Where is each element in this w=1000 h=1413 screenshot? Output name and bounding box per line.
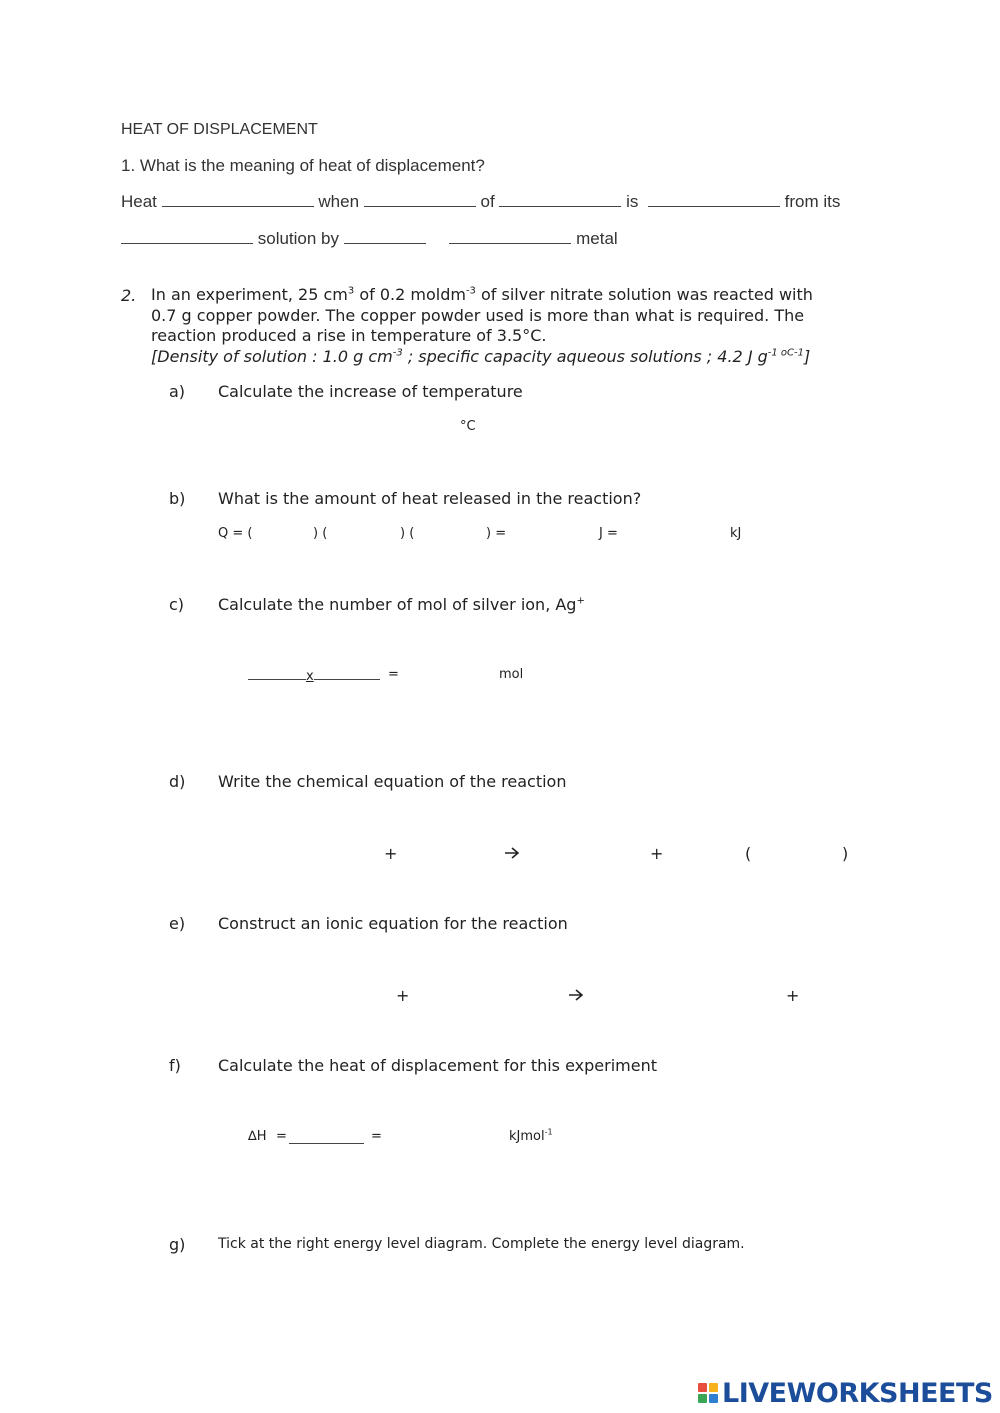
part-e-arrow-icon (568, 988, 584, 1007)
q1-blank-2[interactable] (364, 192, 476, 207)
part-b-question: What is the amount of heat released in the reaction? (218, 489, 642, 508)
part-c-charge: + (576, 595, 585, 607)
part-e-plus-2: + (786, 986, 800, 1005)
q2-data-line (151, 347, 813, 368)
q2-line-2: 0.7 g copper powder. The copper powder used is more than what is required. The (151, 305, 805, 325)
logo-square-green (698, 1394, 707, 1403)
part-c-times: x (306, 669, 314, 684)
q2-data-a: [Density of solution : 1.0 g cm (151, 346, 393, 366)
part-d-paren-open: ( (745, 844, 752, 863)
part-a-label: a) (169, 382, 186, 401)
q2-data-c: ] (804, 346, 811, 366)
part-d-question: Write the chemical equation of the reaction (218, 772, 567, 791)
part-b-paren-close: ) = (486, 526, 507, 541)
q2-line-1a: In an experiment, 25 cm (151, 285, 348, 304)
part-a-question: Calculate the increase of temperature (218, 382, 523, 401)
part-f-question: Calculate the heat of displacement for this experiment (218, 1056, 657, 1075)
part-c-equals: = (388, 667, 399, 682)
q1-blank-5[interactable] (121, 229, 253, 244)
part-d-paren-close: ) (842, 844, 849, 863)
part-f-unit (509, 1129, 553, 1144)
q1-blank-1[interactable] (162, 192, 314, 207)
part-b-label: b) (169, 489, 186, 508)
q2-data-sup-b: -1 oC-1 (767, 347, 805, 359)
part-b-paren-2: ) ( (313, 526, 328, 541)
part-f-equals-1: = (276, 1129, 287, 1144)
logo-square-red (698, 1383, 707, 1392)
liveworksheets-logo[interactable] (698, 1378, 993, 1408)
q1-word-is: is (626, 192, 639, 211)
part-b-kj: kJ (730, 526, 742, 541)
q2-data-b: ; specific capacity aqueous solutions ; 4.2 J g (402, 346, 768, 366)
q1-word-of: of (480, 192, 495, 211)
part-d-label: d) (169, 772, 186, 791)
part-e-question: Construct an ionic equation for the reaction (218, 914, 568, 933)
q2-data-sup-a: -3 (392, 347, 403, 359)
q1-word-solution-by: solution by (257, 229, 340, 248)
part-g-question: Tick at the right energy level diagram. Complete the energy level diagram. (218, 1236, 745, 1252)
q1-answer-line-2 (121, 229, 618, 249)
q1-word-when: when (318, 192, 360, 211)
part-e-plus-1: + (396, 986, 410, 1005)
page-title: HEAT OF DISPLACEMENT (121, 121, 318, 138)
logo-grid-icon (698, 1383, 718, 1403)
part-c-unit: mol (499, 667, 524, 682)
part-f-unit-text: kJmol (509, 1129, 545, 1144)
q1-blank-7[interactable] (449, 229, 571, 244)
q1-word-heat: Heat (121, 192, 157, 211)
q2-sup-minus3: -3 (465, 285, 476, 297)
part-d-arrow-icon (504, 846, 520, 865)
part-f-label: f) (169, 1056, 181, 1075)
part-e-label: e) (169, 914, 186, 933)
question-2-text (151, 285, 813, 367)
q1-answer-line-1 (121, 192, 840, 212)
part-d-plus-1: + (384, 844, 398, 863)
part-c-fraction (248, 667, 380, 684)
q1-blank-6[interactable] (344, 229, 426, 244)
part-f-blank-line[interactable] (289, 1130, 364, 1144)
logo-square-blue (709, 1394, 718, 1403)
part-c-text: Calculate the number of mol of silver ion, Ag (218, 595, 577, 614)
logo-square-yellow (709, 1383, 718, 1392)
part-a-unit: °C (460, 419, 476, 434)
part-b-paren-3: ) ( (400, 526, 415, 541)
part-f-unit-sup: -1 (544, 1127, 553, 1137)
part-f-blank[interactable] (289, 1130, 364, 1149)
q1-word-from-its: from its (784, 192, 841, 211)
question-1: 1. What is the meaning of heat of displacement? (121, 156, 485, 175)
question-2-number: 2. (121, 286, 137, 305)
q2-line-1b: of 0.2 moldm (354, 285, 466, 304)
part-c-question (218, 595, 585, 614)
part-f-delta-h: ∆H (248, 1129, 267, 1144)
q2-line-3: reaction produced a rise in temperature of 3.5°C. (151, 326, 547, 345)
q1-word-metal: metal (576, 229, 618, 248)
part-d-plus-2: + (650, 844, 664, 863)
part-f-equals-2: = (371, 1129, 382, 1144)
part-c-label: c) (169, 595, 185, 614)
q2-sup-3: 3 (347, 285, 355, 297)
part-b-joules: J = (599, 526, 618, 541)
q1-blank-4[interactable] (648, 192, 780, 207)
part-c-blank-2[interactable] (314, 667, 380, 680)
logo-text: LIVEWORKSHEETS (722, 1377, 993, 1409)
q2-line-1c: of silver nitrate solution was reacted with (475, 285, 813, 304)
q1-blank-3[interactable] (499, 192, 621, 207)
part-b-q-open: Q = ( (218, 526, 253, 541)
part-g-label: g) (169, 1235, 186, 1254)
part-c-blank-1[interactable] (248, 667, 306, 680)
